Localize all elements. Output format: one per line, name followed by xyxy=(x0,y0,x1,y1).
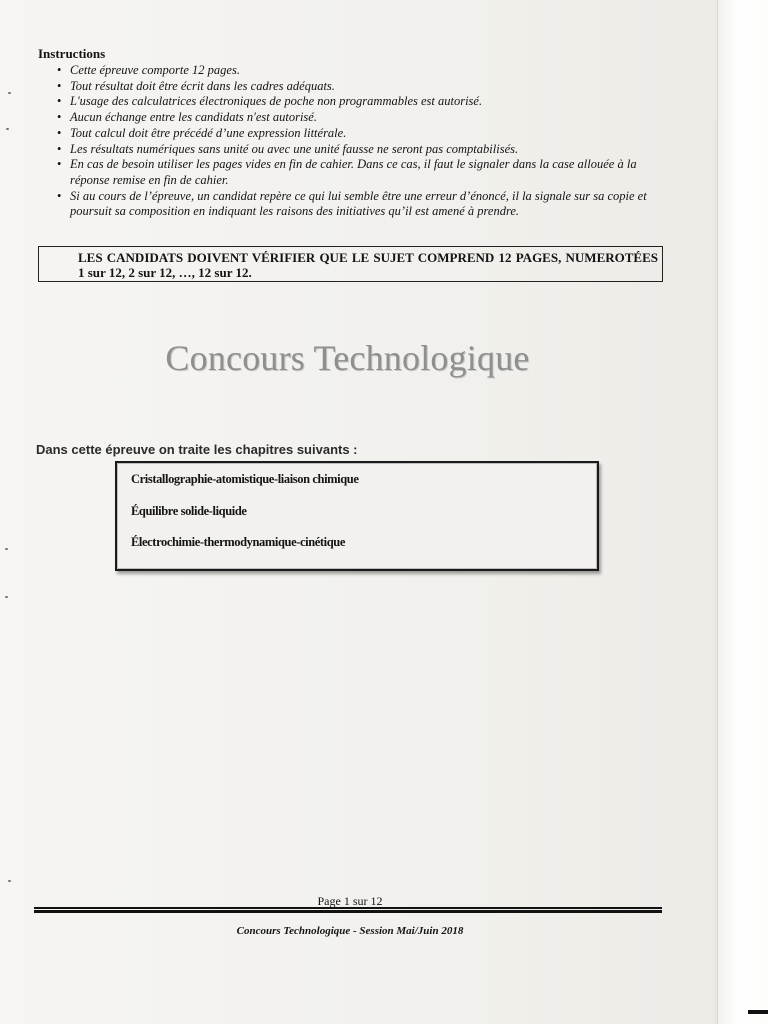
verification-notice: LES CANDIDATS DOIVENT VÉRIFIER QUE LE SUJET COMPREND 12 PAGES, NUMEROTÉES 1 sur 12, 2 sur 12, …, 12 sur 12. xyxy=(38,246,663,282)
chapter-item-crystallography: Cristallographie-atomistique-liaison chimique xyxy=(131,472,359,486)
bullet-icon: • xyxy=(57,63,62,77)
list-item: • En cas de besoin utiliser les pages vides en fin de cahier. Dans ce cas, il faut le signaler dans la case allouée à la réponse remise en fin de cahier. xyxy=(57,157,637,187)
list-item: • Tout résultat doit être écrit dans les cadres adéquats. xyxy=(57,78,335,93)
corner-mark xyxy=(748,1010,768,1014)
list-item: • Cette épreuve comporte 12 pages. xyxy=(57,63,240,77)
list-item: • Les résultats numériques sans unité ou avec une unité fausse ne seront pas comptabilisés. xyxy=(57,141,519,156)
scan-speck xyxy=(5,596,8,598)
bullet-icon: • xyxy=(57,157,62,172)
footer-session: Concours Technologique - Session Mai/Juin 2018 xyxy=(236,925,464,937)
bullet-icon: • xyxy=(57,94,62,109)
instructions-title: Instructions xyxy=(38,46,106,61)
bullet-icon: • xyxy=(57,125,62,140)
bullet-icon: • xyxy=(57,78,62,93)
bullet-icon: • xyxy=(57,141,62,156)
scan-speck xyxy=(5,548,8,550)
scan-speck xyxy=(8,880,11,882)
list-item: • Si au cours de l’épreuve, un candidat repère ce qui lui semble être une erreur d’énoncé, il la signale sur sa copie et poursuit sa composition en indiquant les raisons des initiatives qu’il est amené à prendre. xyxy=(57,188,647,219)
chapters-box xyxy=(115,461,599,571)
page-number: Page 1 sur 12 xyxy=(317,894,383,908)
paper-edge xyxy=(717,0,768,1024)
chapters-intro: Dans cette épreuve on traite les chapitres suivants : xyxy=(36,442,358,457)
bullet-icon: • xyxy=(57,188,62,203)
list-item: • L'usage des calculatrices électroniques de poche non programmables est autorisé. xyxy=(57,94,483,109)
chapter-item-solid-liquid: Équilibre solide-liquide xyxy=(131,504,247,518)
bullet-icon: • xyxy=(57,110,62,125)
instructions-list xyxy=(57,63,667,220)
list-item: • Tout calcul doit être précédé d’une expression littérale. xyxy=(57,125,347,140)
chapter-item-electrochemistry: Électrochimie-thermodynamique-cinétique xyxy=(131,535,345,549)
list-item: • Aucun échange entre les candidats n'est autorisé. xyxy=(57,110,317,125)
footer-divider xyxy=(34,907,662,913)
paper-fold-line xyxy=(715,120,716,1024)
scan-speck xyxy=(6,128,9,130)
scan-speck xyxy=(8,92,11,94)
page-title: Concours Technologique xyxy=(165,338,530,378)
